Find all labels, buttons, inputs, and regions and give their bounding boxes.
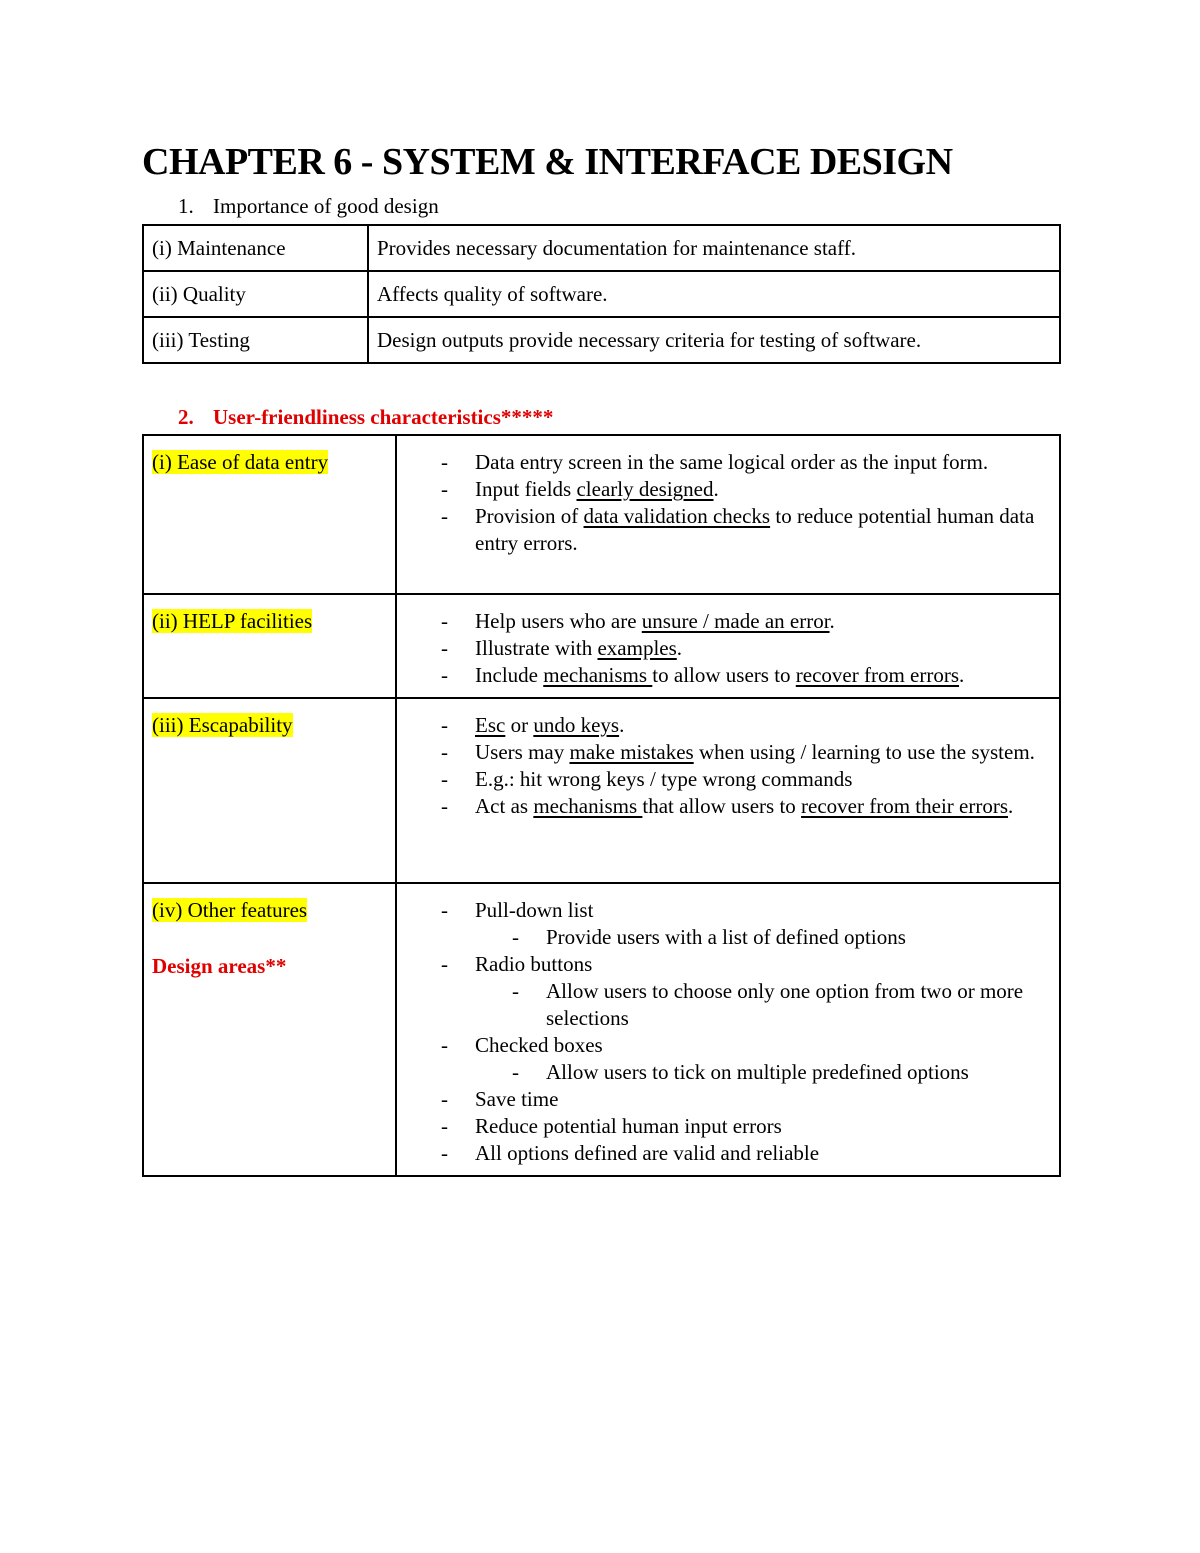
dash-bullet: - bbox=[441, 450, 448, 474]
underlined-text: make mistakes bbox=[569, 740, 694, 764]
underlined-text: mechanisms bbox=[543, 663, 653, 687]
list-item bbox=[441, 1086, 1051, 1113]
item-text: . bbox=[676, 636, 683, 660]
item-text: that allow users to bbox=[642, 794, 802, 818]
item-text: E.g.: hit wrong keys / type wrong commands bbox=[475, 767, 853, 791]
item-text: Illustrate with bbox=[475, 636, 598, 660]
item-text: when using / learning to use the system. bbox=[693, 740, 1035, 764]
item-text: Pull-down list bbox=[475, 898, 594, 922]
item-text: . bbox=[1008, 794, 1014, 818]
item-text: Reduce potential human input errors bbox=[475, 1114, 782, 1138]
row-description: Design outputs provide necessary criteria for testing of software. bbox=[368, 317, 1060, 363]
row-label: (i) Maintenance bbox=[143, 225, 368, 271]
row-label-cell bbox=[143, 594, 396, 698]
row-label: (ii) Quality bbox=[143, 271, 368, 317]
item-text: Users may bbox=[475, 740, 570, 764]
item-text: or bbox=[505, 713, 534, 737]
sub-bullet-list bbox=[475, 924, 1051, 951]
dash-bullet: - bbox=[512, 979, 519, 1003]
user-friendliness-table bbox=[142, 434, 1061, 1177]
item-text: . bbox=[959, 663, 965, 687]
sub-list-item bbox=[512, 1059, 1051, 1086]
table-row bbox=[143, 883, 1060, 1176]
item-text: Include bbox=[475, 663, 544, 687]
item-text: Save time bbox=[475, 1087, 559, 1111]
underlined-text: recover from errors bbox=[795, 663, 960, 687]
dash-bullet: - bbox=[512, 1060, 519, 1084]
dash-bullet: - bbox=[441, 609, 448, 633]
dash-bullet: - bbox=[441, 767, 448, 791]
section-1-title: Importance of good design bbox=[213, 194, 439, 218]
bullet-list bbox=[405, 608, 1051, 689]
row-bullets-cell bbox=[396, 594, 1060, 698]
underlined-text: examples bbox=[597, 636, 677, 660]
sub-list-item bbox=[512, 924, 1051, 951]
list-item bbox=[441, 1113, 1051, 1140]
list-item bbox=[441, 712, 1051, 739]
row-label: (iii) Testing bbox=[143, 317, 368, 363]
table-row bbox=[143, 271, 1060, 317]
section-2-heading bbox=[178, 405, 553, 430]
row-bullets-cell bbox=[396, 435, 1060, 594]
bullet-list bbox=[405, 897, 1051, 1167]
section-2-title: User-friendliness characteristics***** bbox=[213, 405, 554, 429]
list-item bbox=[441, 662, 1051, 689]
table-row bbox=[143, 698, 1060, 883]
table-row bbox=[143, 435, 1060, 594]
table-row bbox=[143, 317, 1060, 363]
row-label-cell bbox=[143, 435, 396, 594]
underlined-text: mechanisms bbox=[533, 794, 643, 818]
row-description: Affects quality of software. bbox=[368, 271, 1060, 317]
row-label-cell bbox=[143, 883, 396, 1176]
underlined-text: clearly designed bbox=[576, 477, 714, 501]
importance-table bbox=[142, 224, 1061, 364]
table-row bbox=[143, 225, 1060, 271]
item-text: Act as bbox=[475, 794, 534, 818]
item-text: Data entry screen in the same logical order as the input form. bbox=[475, 450, 989, 474]
list-item bbox=[441, 476, 1051, 503]
item-text: Help users who are bbox=[475, 609, 642, 633]
dash-bullet: - bbox=[512, 925, 519, 949]
list-item bbox=[441, 793, 1051, 820]
section-2-number: 2. bbox=[178, 405, 194, 429]
row-bullets-cell bbox=[396, 883, 1060, 1176]
table-row bbox=[143, 594, 1060, 698]
item-text: Allow users to choose only one option from two or more selections bbox=[546, 979, 1024, 1030]
highlighted-label: (iv) Other features bbox=[152, 898, 308, 922]
row-label-cell bbox=[143, 698, 396, 883]
list-item bbox=[441, 951, 1051, 1032]
underlined-text: undo keys bbox=[533, 713, 620, 737]
highlighted-label: (i) Ease of data entry bbox=[152, 450, 329, 474]
list-item bbox=[441, 766, 1051, 793]
underlined-text: data validation checks bbox=[583, 504, 771, 528]
section-1-heading bbox=[178, 194, 439, 219]
item-text: to reduce potential human data entry errors. bbox=[475, 504, 1035, 555]
list-item bbox=[441, 635, 1051, 662]
item-text: . bbox=[829, 609, 835, 633]
dash-bullet: - bbox=[441, 504, 448, 528]
sub-bullet-list bbox=[475, 1059, 1051, 1086]
item-text: Radio buttons bbox=[475, 952, 593, 976]
list-item bbox=[441, 739, 1051, 766]
dash-bullet: - bbox=[441, 1141, 448, 1165]
item-text: to allow users to bbox=[652, 663, 796, 687]
item-text: Provide users with a list of defined options bbox=[546, 925, 906, 949]
bullet-list bbox=[405, 449, 1051, 557]
item-text: . bbox=[619, 713, 625, 737]
dash-bullet: - bbox=[441, 713, 448, 737]
dash-bullet: - bbox=[441, 1033, 448, 1057]
item-text: All options defined are valid and reliable bbox=[475, 1141, 820, 1165]
dash-bullet: - bbox=[441, 477, 448, 501]
item-text: . bbox=[713, 477, 719, 501]
row-description: Provides necessary documentation for maintenance staff. bbox=[368, 225, 1060, 271]
sub-bullet-list bbox=[475, 978, 1051, 1032]
underlined-text: Esc bbox=[475, 713, 506, 737]
item-text: Allow users to tick on multiple predefined options bbox=[546, 1060, 969, 1084]
list-item bbox=[441, 1140, 1051, 1167]
highlighted-label: (iii) Escapability bbox=[152, 713, 293, 737]
dash-bullet: - bbox=[441, 898, 448, 922]
item-text: Provision of bbox=[475, 504, 584, 528]
dash-bullet: - bbox=[441, 636, 448, 660]
item-text: Checked boxes bbox=[475, 1033, 603, 1057]
list-item bbox=[441, 608, 1051, 635]
dash-bullet: - bbox=[441, 794, 448, 818]
page-title: CHAPTER 6 - SYSTEM & INTERFACE DESIGN bbox=[142, 141, 953, 183]
underlined-text: unsure / made an error bbox=[641, 609, 830, 633]
dash-bullet: - bbox=[441, 1114, 448, 1138]
bullet-list bbox=[405, 712, 1051, 820]
list-item bbox=[441, 503, 1051, 557]
dash-bullet: - bbox=[441, 1087, 448, 1111]
row-bullets-cell bbox=[396, 698, 1060, 883]
dash-bullet: - bbox=[441, 740, 448, 764]
underlined-text: recover from their errors bbox=[801, 794, 1009, 818]
dash-bullet: - bbox=[441, 952, 448, 976]
list-item bbox=[441, 1032, 1051, 1086]
sub-list-item bbox=[512, 978, 1051, 1032]
highlighted-label: (ii) HELP facilities bbox=[152, 609, 313, 633]
design-areas-label: Design areas** bbox=[152, 954, 287, 978]
dash-bullet: - bbox=[441, 663, 448, 687]
list-item bbox=[441, 449, 1051, 476]
list-item bbox=[441, 897, 1051, 951]
section-1-number: 1. bbox=[178, 194, 194, 218]
item-text: Input fields bbox=[475, 477, 577, 501]
